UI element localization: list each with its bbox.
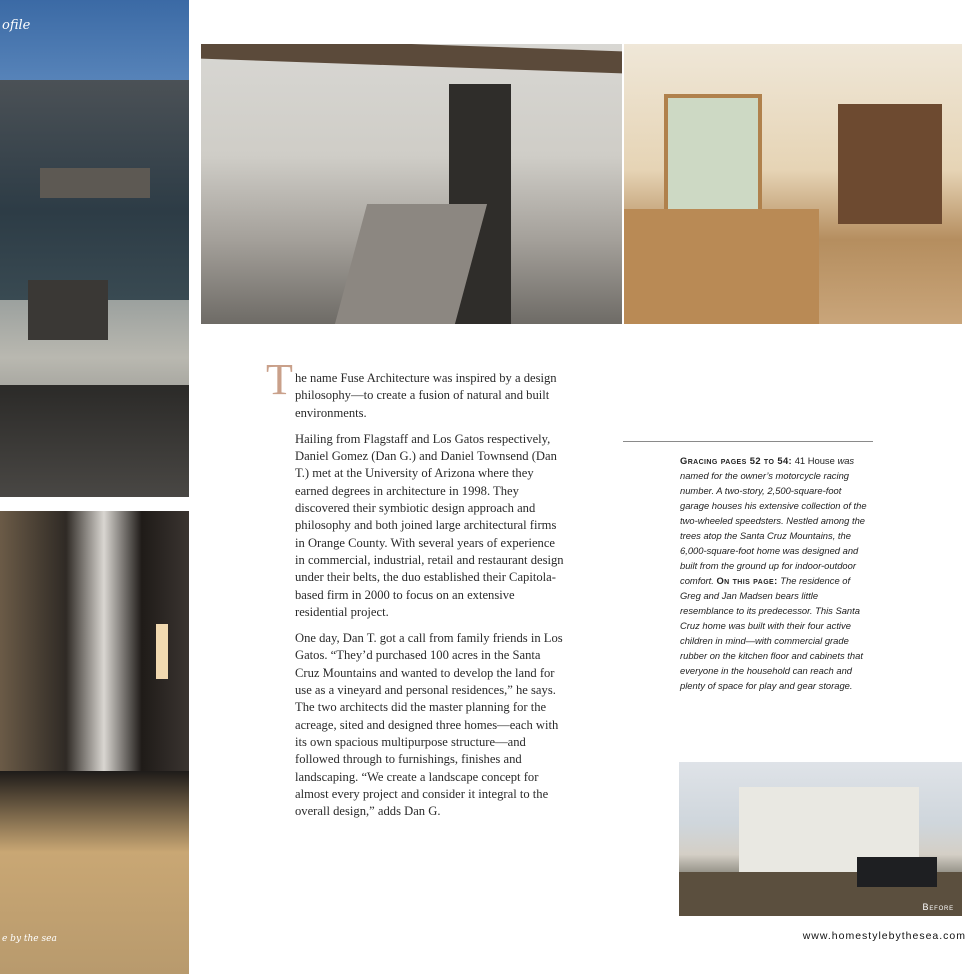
caption-lead: 41 House bbox=[794, 455, 835, 466]
article-body bbox=[295, 370, 567, 829]
drop-cap: T bbox=[266, 355, 293, 404]
caption-heading: Gracing pages 52 to 54: bbox=[680, 455, 793, 466]
caption-text: was named for the owner’s motorcycle racing number. A two-story, 2,500-square-foot garage houses his extensive collection of the two-wheeled speedsters. Nestled among the trees atop the Santa Cruz Mountains, the 6,000-square-foot home was designed and built from the ground up for indoor-outdoor comfort. bbox=[680, 455, 867, 586]
canopy bbox=[40, 168, 150, 198]
footer-url: www.homestylebythesea.com bbox=[802, 930, 966, 942]
section-label: ofile bbox=[2, 18, 31, 33]
article-paragraph: he name Fuse Architecture was inspired by a design philosophy—to create a fusion of natural and built environments. bbox=[295, 371, 557, 420]
caption-text: The residence of Greg and Jan Madsen bears little resemblance to its predecessor. This Santa Cruz home was built with their four active children in mind—with commercial grade rubber on the kitchen floor and cabinets that everyone in the household can reach and plenty of space for play and gear storage. bbox=[680, 575, 863, 691]
before-house-photo bbox=[679, 762, 962, 916]
photo-caption bbox=[680, 453, 870, 693]
magazine-script-label: e by the sea bbox=[2, 934, 57, 944]
article-paragraph: Hailing from Flagstaff and Los Gatos respectively, Daniel Gomez (Dan G.) and Daniel Townsend (Dan T.) met at the University of Arizona where they earned degrees in architecture in 1998. They discovered their symbiotic design approach and philosophy and both joined large architectural firms in Orange County. With several years of experience in commercial, industrial, retail and restaurant design under their belts, the duo established their Capitola-based firm in 2000 to focus on an extensive residential project. bbox=[295, 431, 564, 619]
bathroom-vanity-photo bbox=[0, 511, 189, 974]
fireplace-wall bbox=[838, 104, 942, 224]
bridge-walkway-photo bbox=[201, 44, 622, 324]
before-label: Before bbox=[922, 902, 954, 912]
ceiling-beam bbox=[201, 44, 622, 73]
wall-sconce bbox=[156, 624, 168, 679]
pickup-truck bbox=[857, 857, 937, 887]
fire-pit bbox=[0, 385, 189, 497]
exterior-building-photo bbox=[0, 0, 189, 497]
window bbox=[664, 94, 762, 222]
caption-divider bbox=[623, 441, 873, 442]
outdoor-grill bbox=[28, 280, 108, 340]
kitchen-island bbox=[624, 209, 819, 324]
caption-heading: On this page: bbox=[716, 575, 778, 586]
article-paragraph: One day, Dan T. got a call from family friends in Los Gatos. “They’d purchased 100 acres in the Santa Cruz Mountains and wanted to develop the land for use as a vineyard and personal residences,” he says. The two architects did the master planning for the acreage, sited and designed three homes—each with its own spacious multipurpose structure—and followed through to furnishings, finishes and landscaping. “We create a landscape concept for almost every project and consider it integral to the overall design,” adds Dan G. bbox=[295, 631, 563, 819]
kitchen-living-room-photo bbox=[624, 44, 962, 324]
